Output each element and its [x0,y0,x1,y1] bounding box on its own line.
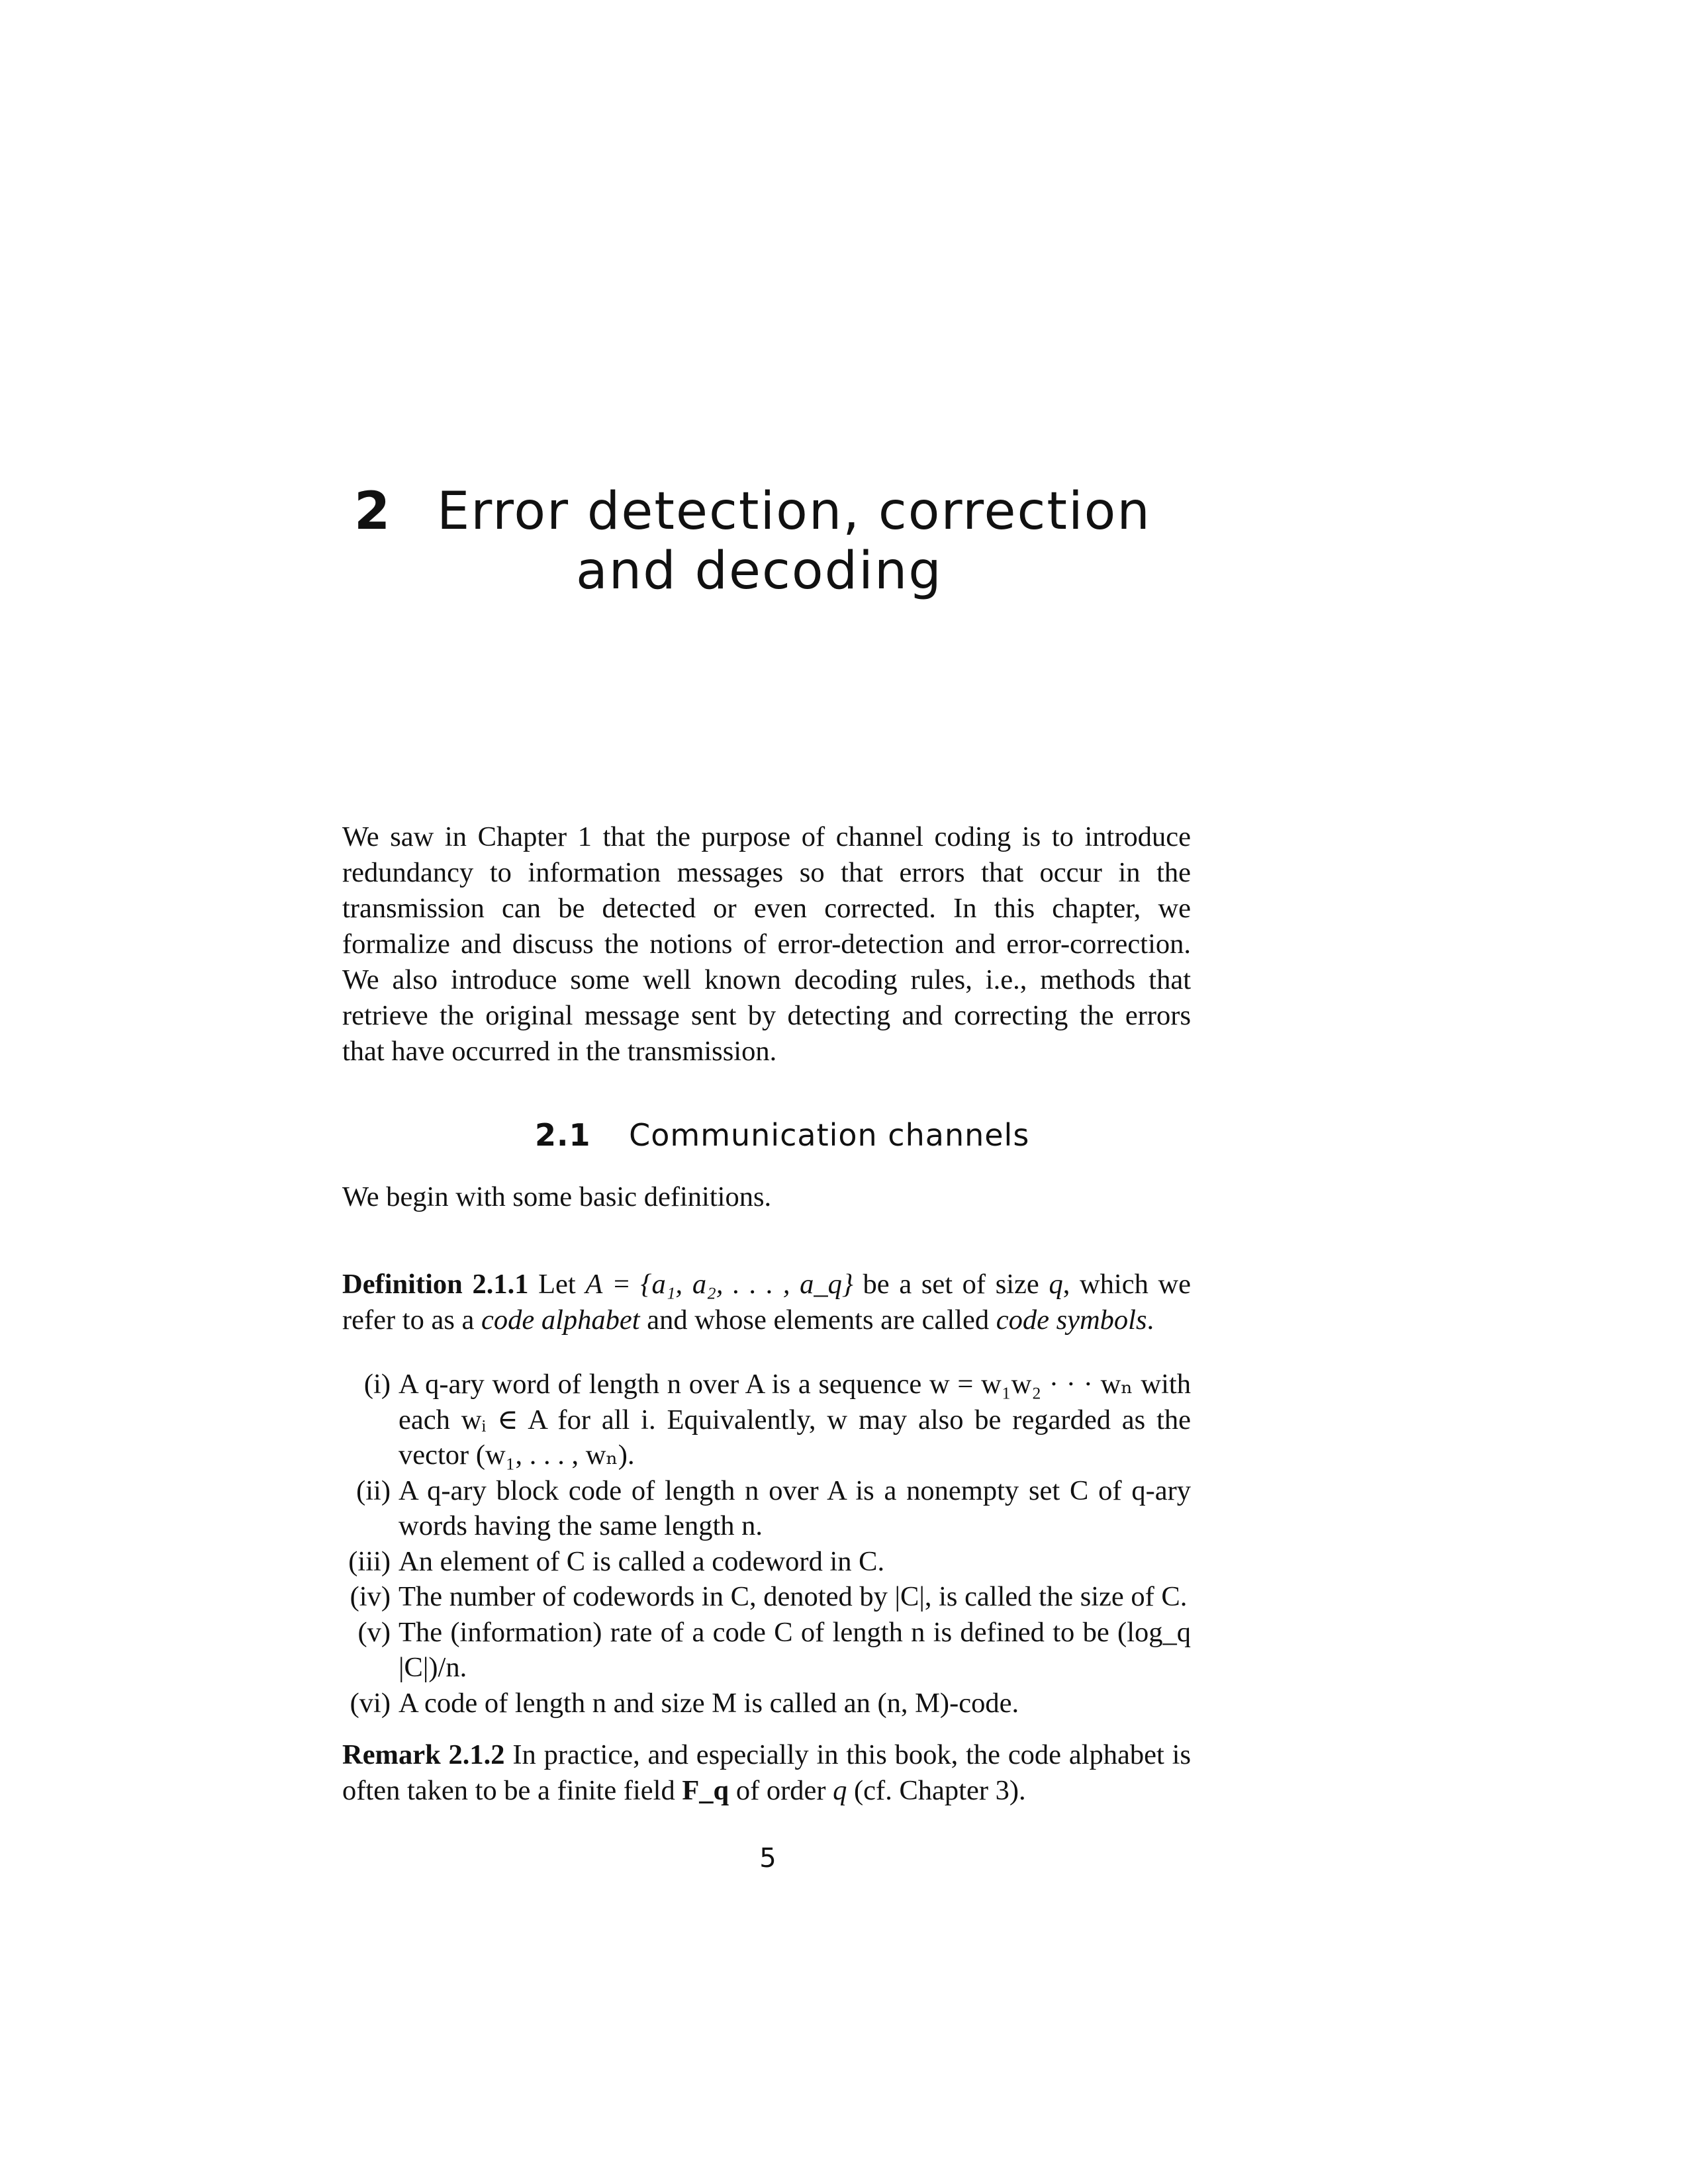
list-item-label: (v) [357,1616,391,1648]
section-intro: We begin with some basic definitions. [342,1181,772,1212]
list-item [342,1544,1191,1580]
list-item [342,1686,1191,1721]
definition-term-code-alphabet: code alphabet [481,1304,640,1336]
list-item-text: The number of codewords in C, denoted by |C|, is called the size of C. [399,1581,1188,1612]
list-item-text: The (information) rate of a code C of length n is defined to be (log_q |C|)/n. [399,1616,1191,1683]
remark-text: In practice, and especially in this book, the code alphabet is often taken to be a finite field [342,1739,1192,1806]
section-number: 2.1 [535,1117,591,1153]
chapter-title-line-2: and decoding [576,541,943,601]
page-number: 5 [759,1843,776,1874]
list-item-label: (iii) [348,1545,391,1577]
list-item [342,1615,1191,1686]
definition-text: . [1147,1304,1154,1336]
section-heading [535,1116,1029,1154]
chapter-number: 2 [354,482,392,541]
remark-lead: Remark 2.1.2 [342,1739,505,1770]
list-item-label: (i) [363,1369,391,1400]
definition-lead: Definition 2.1.1 [342,1269,529,1300]
definition-text: Let [538,1269,586,1300]
definition-term-code-symbols: code symbols [996,1304,1147,1336]
definition-math-q: q [1049,1269,1063,1300]
list-item [342,1579,1191,1615]
intro-paragraph: We saw in Chapter 1 that the purpose of channel coding is to introduce redundancy to information messages so that errors that occur in the transmission can be detected or even corrected. In this chapter, we formalize and discuss the notions of error-detection and error-correction. We also introduce some well known decoding rules, i.e., methods that retrieve the original message sent by detecting and correcting the errors that have occurred in the transmission. [342,821,1191,1067]
list-item-text: A q-ary word of length n over A is a sequence w = w₁w₂ · · · wₙ with each wᵢ ∈ A for all i. Equivalently, w may also be regarded as the vector (w₁, . . . , wₙ). [399,1369,1191,1471]
list-item-label: (iv) [350,1581,391,1612]
remark-math-field: F_q [682,1775,729,1806]
remark-text: (cf. Chapter 3). [847,1775,1026,1806]
chapter-title [437,482,1211,601]
section-title: Communication channels [629,1117,1030,1153]
chapter-title-line-1: Error detection, correction [437,482,1151,541]
definition-item-list [342,1367,1191,1721]
list-item-label: (vi) [350,1687,391,1719]
definition-2-1-1 [342,1267,1191,1338]
list-item [342,1367,1191,1473]
remark-text: of order [729,1775,833,1806]
list-item [342,1473,1191,1544]
remark-2-1-2 [342,1737,1191,1809]
definition-text: and whose elements are called [639,1304,996,1336]
definition-math-set: A = {a₁, a₂, . . . , a_q} [585,1269,853,1300]
definition-text: be a set of size [853,1269,1049,1300]
definition-text: , which we refer to as a [342,1269,1192,1336]
list-item-text: A q-ary block code of length n over A is a nonempty set C of q-ary words having the same length n. [399,1475,1191,1541]
remark-math-q: q [833,1775,847,1806]
list-item-label: (ii) [356,1475,391,1506]
list-item-text: A code of length n and size M is called an (n, M)-code. [399,1687,1019,1719]
list-item-text: An element of C is called a codeword in C. [399,1545,885,1577]
